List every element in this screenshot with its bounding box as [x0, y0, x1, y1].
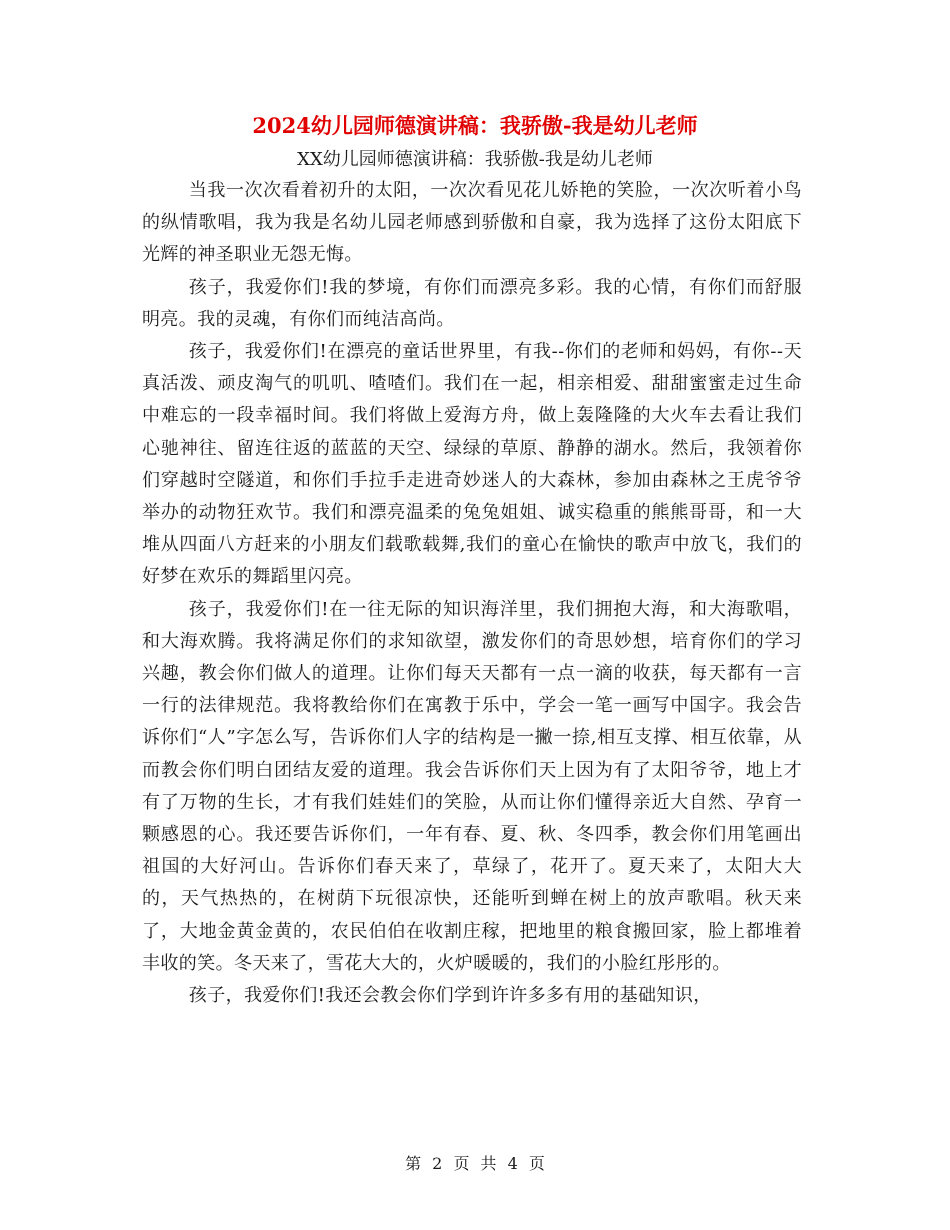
document-subtitle: XX幼儿园师德演讲稿：我骄傲-我是幼儿老师: [297, 149, 653, 170]
paragraph: 孩子，我爱你们!在一往无际的知识海洋里，我们拥抱大海，和大海歌唱，和大海欢腾。我将满足你们的求知欲望，激发你们的奇思妙想，培育你们的学习兴趣，教会你们做人的道理。让你们每天天都有一点一滴的收获，每天都有一言一行的法律规范。我将教给你们在寓教于乐中，学会一笔一画写中国字。我会告诉你们“人”字怎么写，告诉你们人字的结构是一撇一捺,相互支撑、相互依靠，从而教会你们明白团结友爱的道理。我会告诉你们天上因为有了太阳爷爷，地上才有了万物的生长，才有我们娃娃们的笑脸，从而让你们懂得亲近大自然、孕育一颗感恩的心。我还要告诉你们，一年有春、夏、秋、冬四季，教会你们用笔画出祖国的大好河山。告诉你们春天来了，草绿了，花开了。夏天来了，太阳大大的，天气热热的，在树荫下玩很凉快，还能听到蝉在树上的放声歌唱。秋天来了，大地金黄金黄的，农民伯伯在收割庄稼，把地里的粮食搬回家，脸上都堆着丰收的笑。冬天来了，雪花大大的，火炉暖暖的，我们的小脸红彤彤的。: [142, 598, 802, 974]
paragraph: 孩子，我爱你们!在漂亮的童话世界里，有我--你们的老师和妈妈，有你--天真活泼、顽皮淘气的叽叽、喳喳们。我们在一起，相亲相爱、甜甜蜜蜜走过生命中难忘的一段幸福时间。我们将做上爱海方舟，做上轰隆隆的大火车去看让我们心驰神往、留连往返的蓝蓝的天空、绿绿的草原、静静的湖水。然后，我领着你们穿越时空隧道，和你们手拉手走进奇妙迷人的大森林，参加由森林之王虎爷爷举办的动物狂欢节。我们和漂亮温柔的兔兔姐姐、诚实稳重的熊熊哥哥，和一大堆从四面八方赶来的小朋友们载歌载舞,我们的童心在愉快的歌声中放飞，我们的好梦在欢乐的舞蹈里闪亮。: [142, 341, 802, 588]
paragraph: 当我一次次看着初升的太阳，一次次看见花儿娇艳的笑脸，一次次听着小鸟的纵情歌唱，我为我是名幼儿园老师感到骄傲和自豪，我为选择了这份太阳底下光辉的神圣职业无怨无悔。: [142, 180, 802, 266]
document-title: 2024幼儿园师德演讲稿：我骄傲-我是幼儿老师: [252, 113, 698, 138]
paragraph: 孩子，我爱你们!我的梦境，有你们而漂亮多彩。我的心情，有你们而舒服明亮。我的灵魂，有你们而纯洁高尚。: [142, 276, 802, 330]
document-body: [142, 175, 802, 1012]
paragraph: 孩子，我爱你们!我还会教会你们学到许许多多有用的基础知识，: [188, 985, 712, 1007]
page-number-footer: 第 2 页 共 4 页: [405, 1154, 545, 1173]
